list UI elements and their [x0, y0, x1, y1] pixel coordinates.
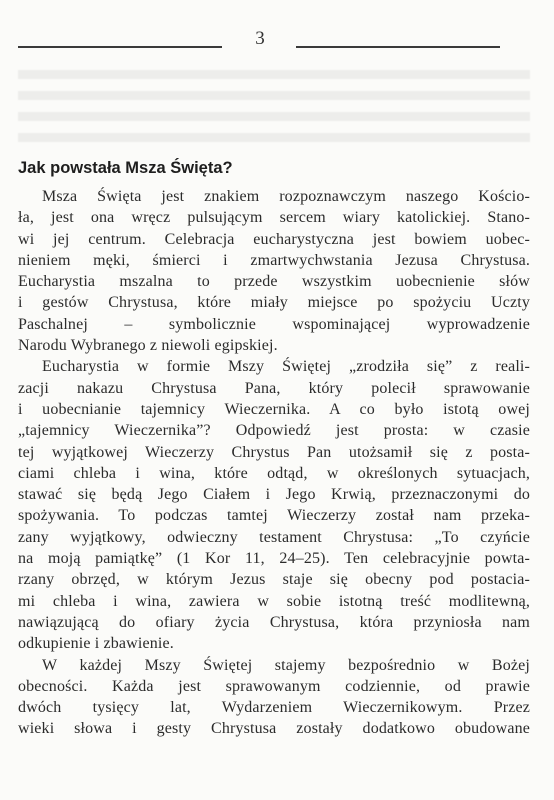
- text-line: zany wyjątkowy, odwieczny testament Chrystusa: „To czyńcie: [18, 528, 530, 546]
- text-line: „tajemnicy Wieczernika”? Odpowiedź jest prosta: w czasie: [18, 422, 530, 440]
- text-line: Eucharystia w formie Mszy Świętej „zrodziła się” z reali-: [42, 358, 530, 376]
- text-line: zacji nakazu Chrystusa Pana, który polecił sprawowanie: [18, 379, 530, 397]
- body-text: [18, 186, 530, 740]
- page-number: 3: [255, 28, 265, 49]
- text-line: nawiązującą do ofiary życia Chrystusa, która przyniosła nam: [18, 613, 530, 631]
- text-line: wieki słowa i gesty Chrystusa zostały dodatkowo obudowane: [18, 720, 530, 738]
- text-line: Eucharystia mszalna to przede wszystkim uobecnienie słów: [18, 273, 530, 291]
- text-line: dwóch tysięcy lat, Wydarzeniem Wieczernikowym. Przez: [18, 699, 530, 717]
- text-line: ła, jest ona wręcz pulsującym sercem wiary katolickiej. Stano-: [18, 209, 530, 227]
- text-line: stawać się będą Jego Ciałem i Jego Krwią, przeznaczonymi do: [18, 486, 530, 504]
- text-line: Msza Święta jest znakiem rozpoznawczym naszego Kościo-: [42, 188, 530, 205]
- section-title: Jak powstała Msza Święta?: [18, 159, 233, 177]
- text-line: Narodu Wybranego z niewoli egipskiej.: [18, 337, 278, 355]
- text-line: W każdej Mszy Świętej stajemy bezpośrednio w Bożej: [42, 656, 530, 674]
- show-through-text: [18, 64, 530, 146]
- text-line: odkupienie i zbawienie.: [18, 635, 174, 653]
- text-line: spożywania. To podczas tamtej Wieczerzy został nam przeka-: [18, 507, 530, 525]
- text-line: na moją pamiątkę” (1 Kor 11, 24–25). Ten celebracyjnie powta-: [18, 550, 530, 568]
- text-line: i gestów Chrystusa, które miały miejsce po spożyciu Uczty: [18, 294, 530, 312]
- text-line: ciami chleba i wina, które odtąd, w określonych sytuacjach,: [18, 464, 530, 482]
- text-line: mi chleba i wina, zawiera w sobie istotną treść modlitewną,: [18, 592, 530, 610]
- text-line: obecności. Każda jest sprawowanym codziennie, od prawie: [18, 677, 530, 695]
- text-line: i uobecnianie tajemnicy Wieczernika. A co było istotą owej: [18, 400, 530, 418]
- header-rule-right: [296, 46, 500, 48]
- text-line: wi jej centrum. Celebracja eucharystyczna jest bowiem uobec-: [18, 230, 530, 248]
- text-line: Paschalnej – symbolicznie wspominającej wyprowadzenie: [18, 315, 530, 333]
- page-header: [18, 28, 530, 58]
- text-line: tej wyjątkowej Wieczerzy Chrystus Pan utożsamił się z posta-: [18, 443, 530, 461]
- text-line: nieniem męki, śmierci i zmartwychwstania Jezusa Chrystusa.: [18, 251, 530, 269]
- header-rule-left: [18, 46, 222, 48]
- text-line: rzany obrzęd, w którym Jezus staje się obecny pod postacia-: [18, 571, 530, 589]
